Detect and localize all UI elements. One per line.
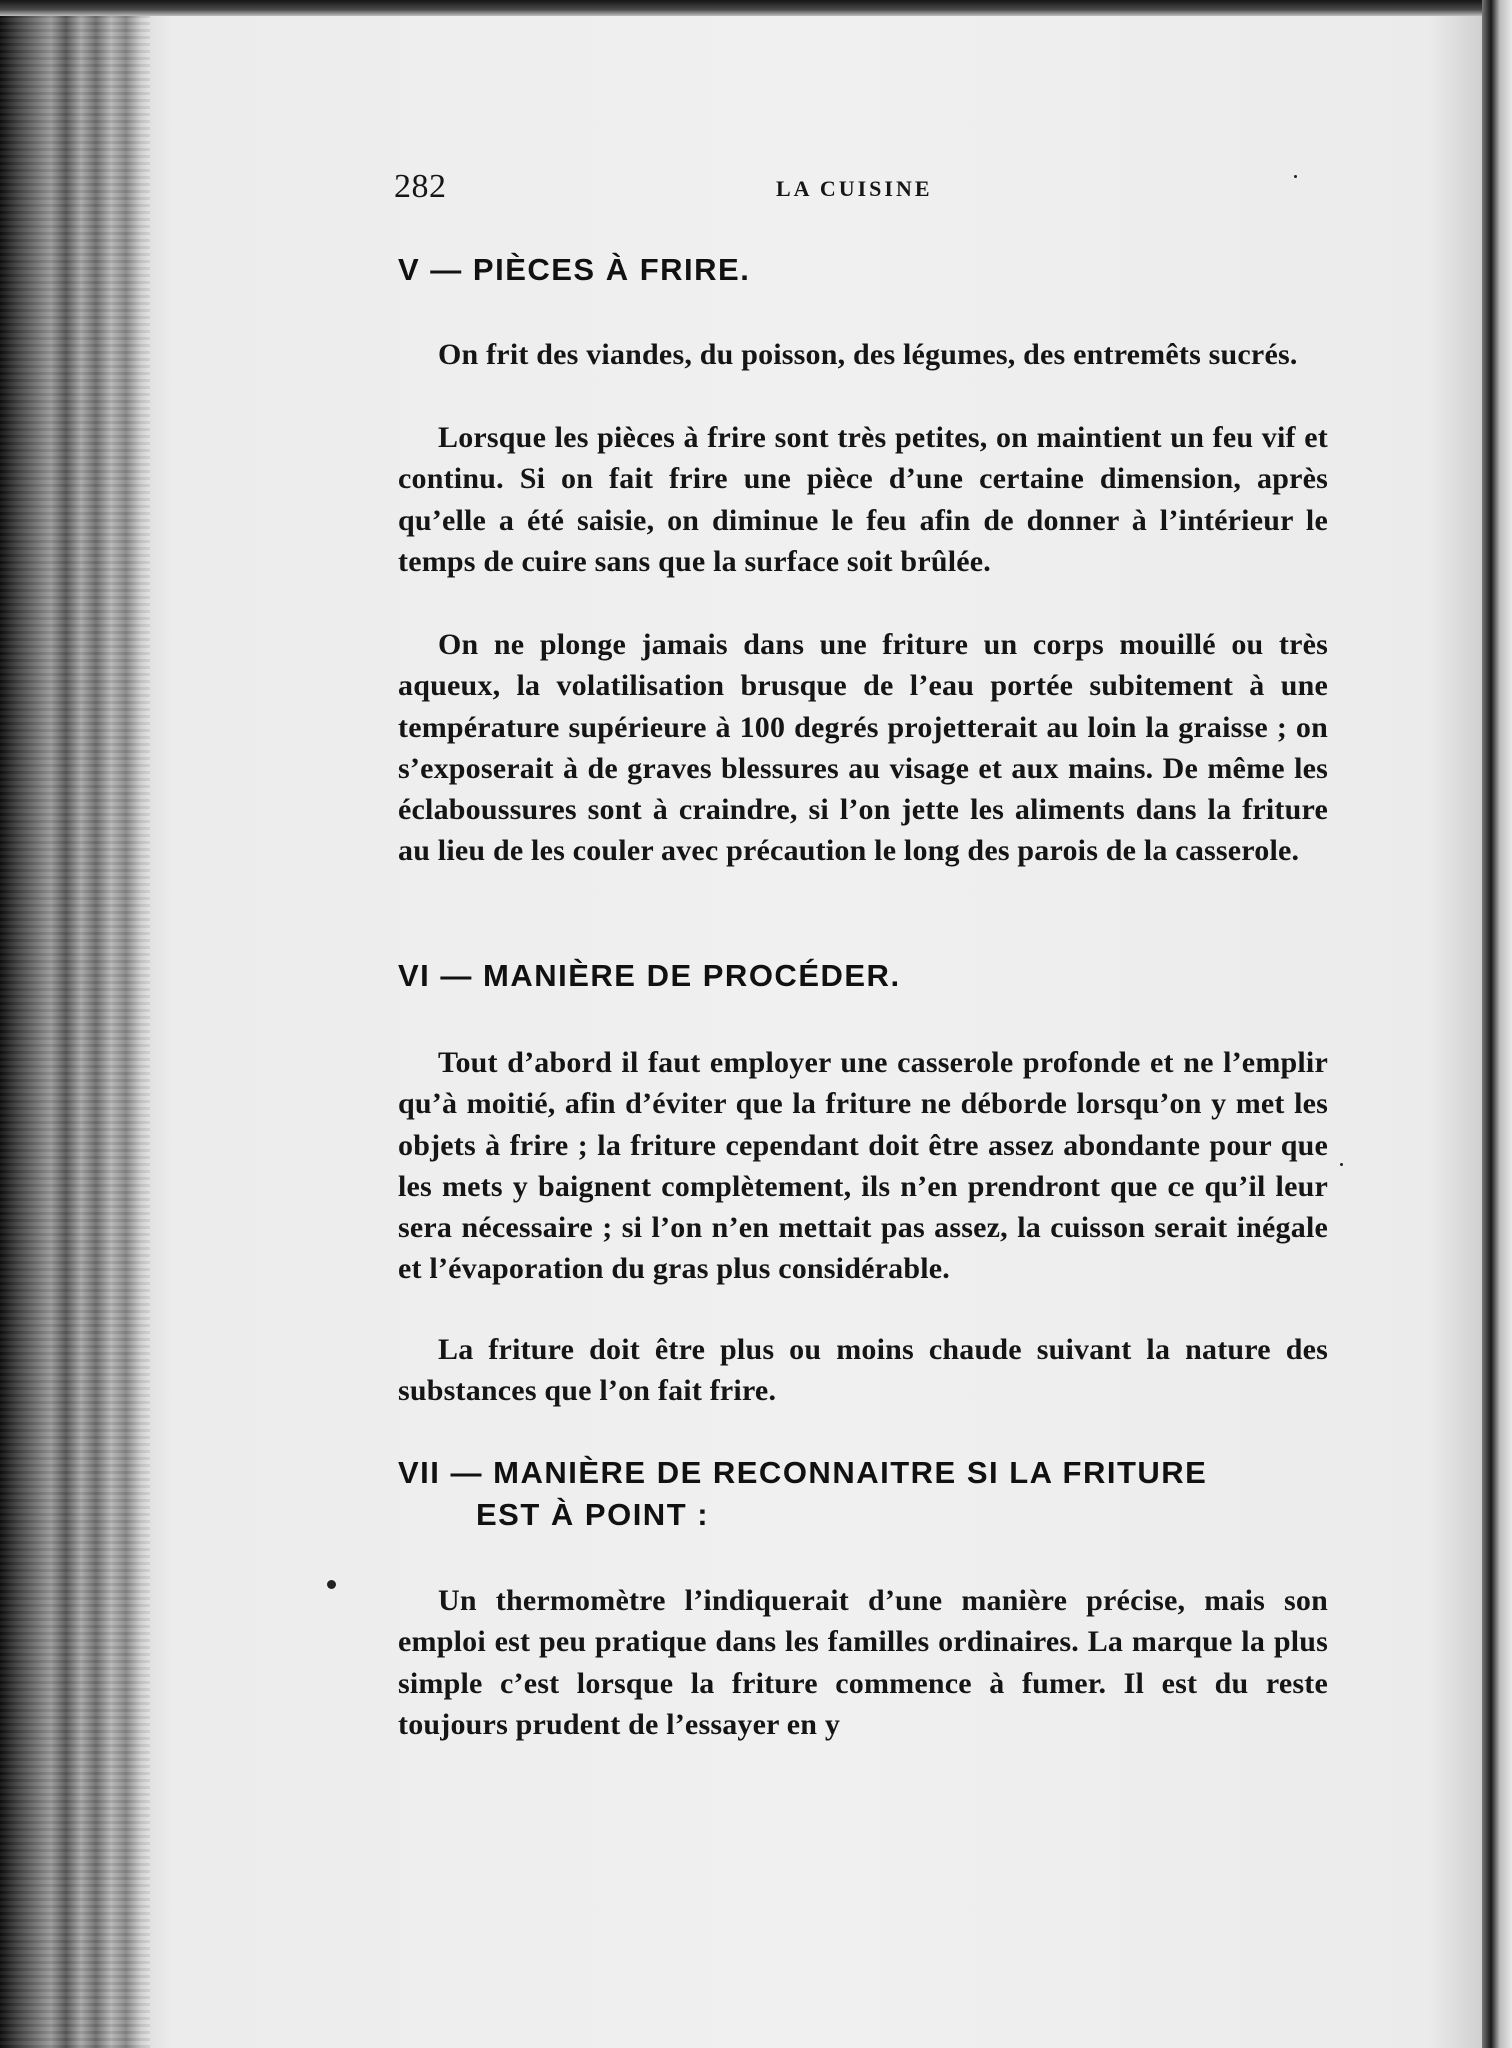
section-heading-vii-line1: VII — MANIÈRE DE RECONNAITRE SI LA FRITURE bbox=[398, 1455, 1208, 1490]
paragraph: On frit des viandes, du poisson, des légumes, des entremêts sucrés. bbox=[438, 338, 1298, 371]
book-binding-edge bbox=[0, 0, 150, 2048]
scan-top-edge bbox=[0, 0, 1512, 16]
print-speck bbox=[327, 1580, 336, 1589]
running-head bbox=[394, 168, 1334, 216]
section-heading-vii bbox=[398, 1452, 1207, 1536]
running-title: LA CUISINE bbox=[776, 176, 933, 201]
paragraph: Un thermomètre l’indiquerait d’une manière précise, mais son emploi est peu pratique dans les familles ordinaires. La marque la plus simple c’est lorsque la friture commence à fumer. Il est du reste toujours prudent de l’essayer en y bbox=[398, 1584, 1328, 1741]
section-heading-v: V — PIÈCES À FRIRE. bbox=[398, 252, 751, 287]
paragraph: Tout d’abord il faut employer une casserole profonde et ne l’emplir qu’à moitié, afin d’éviter que la friture ne déborde lorsqu’on y met les objets à frire ; la friture cependant doit être assez abondante pour que les mets y baignent complètement, ils n’en prendront que ce qu’il leur sera nécessaire ; si l’on n’en mettait pas assez, la cuisson serait inégale et l’évaporation du gras plus considérable. bbox=[398, 1046, 1328, 1286]
paragraph: On ne plonge jamais dans une friture un corps mouillé ou très aqueux, la volatilisation brusque de l’eau portée subitement à une température supérieure à 100 degrés projetterait au loin la graisse ; on s’exposerait à de graves blessures au visage et aux mains. De même les éclaboussures sont à craindre, si l’on jette les aliments dans la friture au lieu de les couler avec précaution le long des parois de la casserole. bbox=[398, 628, 1328, 868]
print-speck bbox=[1340, 1163, 1343, 1166]
page-number: 282 bbox=[394, 168, 447, 205]
section-heading-vi: VI — MANIÈRE DE PROCÉDER. bbox=[398, 958, 901, 993]
next-page-edge bbox=[1482, 0, 1512, 2048]
paragraph: Lorsque les pièces à frire sont très petites, on maintient un feu vif et continu. Si on fait frire une pièce d’une certaine dimension, après qu’elle a été saisie, on diminue le feu afin de donner à l’intérieur le temps de cuire sans que la surface soit brûlée. bbox=[398, 421, 1328, 578]
section-heading-vii-line2: EST À POINT : bbox=[476, 1497, 710, 1532]
print-speck bbox=[1294, 175, 1297, 178]
paragraph: La friture doit être plus ou moins chaude suivant la nature des substances que l’on fait frire. bbox=[398, 1333, 1328, 1408]
